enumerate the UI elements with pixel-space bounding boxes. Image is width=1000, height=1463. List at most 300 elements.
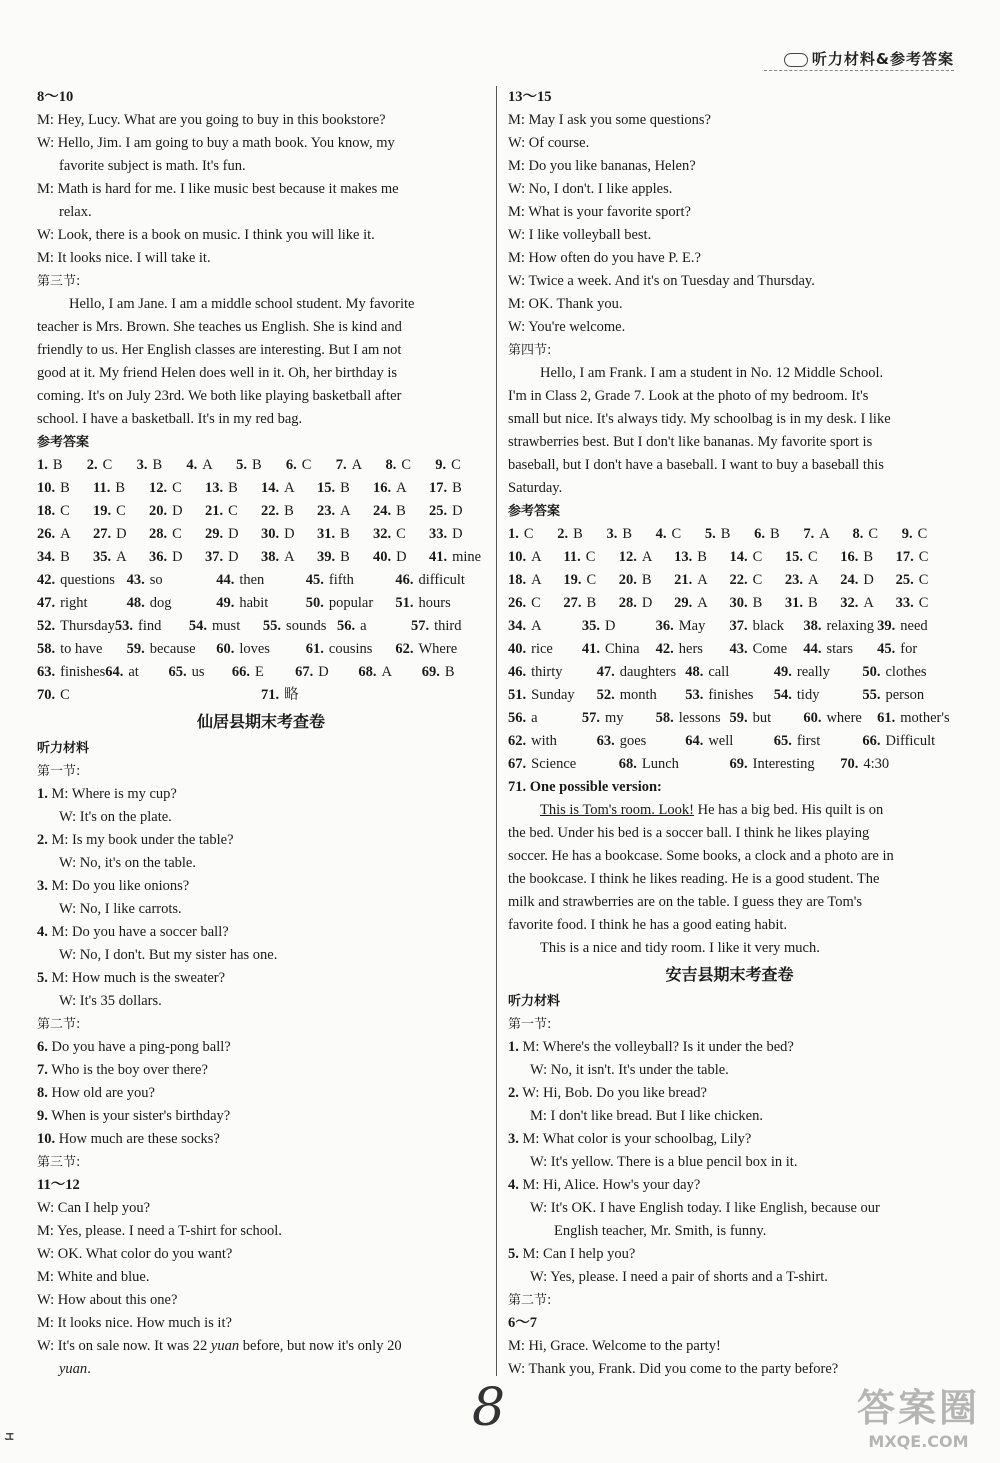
answer-item	[261, 500, 317, 523]
answer-value: B	[573, 526, 583, 542]
dialog-line: M: What is your favorite sport?	[508, 204, 691, 220]
answer-number: 12.	[149, 480, 168, 496]
answer-number: 4.	[186, 457, 198, 473]
answer-number: 51.	[508, 687, 527, 703]
answer-row	[508, 661, 951, 684]
answer-number: 47.	[37, 595, 56, 611]
answer-number: 66.	[231, 664, 250, 680]
answer-value: mother's	[900, 710, 950, 726]
answer-number: 41.	[581, 641, 600, 657]
passage-line: teacher is Mrs. Brown. She teaches us English. She is kind and	[37, 319, 402, 335]
answer-number: 55.	[862, 687, 881, 703]
answer-value: B	[641, 572, 652, 588]
answer-item	[508, 730, 597, 753]
answer-number: 64.	[685, 733, 704, 749]
answer-value: C	[917, 526, 928, 542]
question-text: W: Hi, Bob. Do you like bread?	[522, 1085, 707, 1101]
answer-item	[37, 500, 93, 523]
answer-item	[37, 638, 127, 661]
answer-value: person	[885, 687, 925, 703]
question-line	[508, 1082, 951, 1105]
answer-item	[205, 477, 261, 500]
passage-line: Hello, I am Frank. I am a student in No. 12 Middle School.	[540, 365, 884, 381]
answer-number: 7.	[335, 457, 347, 473]
answer-value: B	[769, 526, 780, 542]
essay-line: the bookcase. I think he likes reading. He is a good student. The	[508, 871, 880, 887]
answer-item	[37, 592, 127, 615]
question-text: How much are these socks?	[58, 1131, 220, 1147]
question-line	[508, 1036, 951, 1059]
answer-number: 44.	[803, 641, 822, 657]
dialog-line: W: Look, there is a book on music. I think you will like it.	[37, 227, 375, 243]
answer-number: 42.	[37, 572, 56, 588]
answer-value: B	[808, 595, 818, 611]
answer-number: 43.	[126, 572, 145, 588]
answer-number: 29.	[205, 526, 224, 542]
question-number: 6.	[37, 1039, 48, 1055]
answer-number: 6.	[754, 526, 765, 542]
answer-number: 69.	[421, 664, 440, 680]
answer-value: B	[284, 503, 294, 519]
answer-item	[205, 546, 261, 569]
currency-word: yuan	[59, 1361, 88, 1377]
answer-item	[730, 592, 785, 615]
answer-value: at	[128, 664, 139, 680]
answer-value: C	[172, 526, 182, 542]
answer-item	[840, 569, 895, 592]
answer-item	[619, 753, 730, 776]
answer-number: 32.	[840, 595, 859, 611]
answer-text: W: No, I don't. But my sister has one.	[59, 947, 278, 963]
answer-number: 2.	[557, 526, 569, 542]
answer-item	[508, 569, 563, 592]
question-line	[37, 1059, 485, 1082]
answer-value: tidy	[796, 687, 820, 703]
answer-item	[261, 477, 317, 500]
answer-item	[705, 523, 754, 546]
answer-number: 26.	[37, 526, 56, 542]
answer-value: B	[340, 526, 350, 542]
answer-item	[656, 707, 730, 730]
header-underline	[764, 70, 954, 71]
dialog-label: 6～7	[508, 1315, 537, 1331]
answer-item	[877, 638, 951, 661]
answer-number: 40.	[508, 641, 527, 657]
answer-value: because	[149, 641, 196, 657]
answer-value: A	[819, 526, 830, 542]
answer-item	[205, 523, 261, 546]
passage-line: small but nice. It's always tidy. My schoolbag is in my desk. I like	[508, 411, 891, 427]
answer-text: W: It's yellow. There is a blue pencil box in it.	[530, 1154, 798, 1170]
answer-value: B	[152, 457, 163, 473]
answer-value: Interesting	[752, 756, 815, 772]
answer-item	[336, 454, 386, 477]
answer-number: 61.	[877, 710, 896, 726]
answer-value: China	[604, 641, 640, 657]
dialog-line: W: Thank you, Frank. Did you come to the party before?	[508, 1361, 839, 1377]
answer-number: 52.	[37, 618, 56, 634]
answer-item	[286, 454, 336, 477]
answers-heading: 参考答案	[508, 504, 561, 519]
answer-value: B	[340, 549, 350, 565]
answer-item	[597, 684, 686, 707]
dialog-text: .	[87, 1361, 91, 1377]
dialog-line: W: How about this one?	[37, 1292, 178, 1308]
answer-item	[656, 615, 730, 638]
column-divider	[496, 86, 497, 1376]
answer-number: 59.	[729, 710, 748, 726]
section-label: 第一节:	[508, 1017, 552, 1032]
question-text: How old are you?	[51, 1085, 155, 1101]
answer-number: 5.	[236, 457, 247, 473]
answer-item	[306, 638, 396, 661]
answer-value: rice	[531, 641, 553, 657]
dialog-label: 11～12	[37, 1177, 80, 1193]
answer-item	[261, 546, 317, 569]
question-text: M: Do you have a soccer ball?	[51, 924, 229, 940]
answer-item	[127, 569, 217, 592]
answer-item	[877, 707, 951, 730]
answer-number: 51.	[395, 595, 414, 611]
answer-item	[508, 638, 582, 661]
answer-item	[435, 454, 485, 477]
answer-number: 21.	[674, 572, 693, 588]
answer-item	[674, 546, 729, 569]
answer-item	[37, 684, 261, 707]
answer-item	[37, 477, 93, 500]
answer-item	[37, 523, 93, 546]
answer-number: 46.	[395, 572, 414, 588]
answer-row	[37, 454, 485, 477]
answer-number: 28.	[618, 595, 637, 611]
answer-item	[429, 523, 485, 546]
answer-value: well	[708, 733, 734, 749]
question-line	[508, 1243, 951, 1266]
answer-number: 39.	[317, 549, 336, 565]
answer-number: 8.	[385, 457, 397, 473]
answer-number: 71.	[261, 687, 280, 703]
answer-value: C	[671, 526, 682, 542]
answer-value: A	[60, 526, 71, 542]
answer-item	[216, 638, 306, 661]
answer-number: 2.	[86, 457, 98, 473]
answer-value: third	[434, 618, 462, 634]
answer-value: B	[252, 457, 262, 473]
answer-row	[508, 638, 951, 661]
answer-item	[373, 523, 429, 546]
answer-row	[37, 546, 485, 569]
answer-value: B	[697, 549, 707, 565]
exam-title: 仙居县期末考查卷	[196, 712, 325, 731]
answer-item	[261, 523, 317, 546]
answer-number: 1.	[508, 526, 519, 542]
answer-value: stars	[826, 641, 854, 657]
answer-value: A	[531, 549, 542, 565]
answer-value: C	[172, 480, 182, 496]
dialog-line: M: White and blue.	[37, 1269, 150, 1285]
answer-value: difficult	[418, 572, 465, 588]
dialog-line: M: Math is hard for me. I like music best because it makes me	[37, 181, 399, 197]
answer-value: B	[396, 503, 406, 519]
answer-number: 26.	[508, 595, 527, 611]
answer-number: 1.	[37, 457, 48, 473]
question-number: 2.	[37, 832, 48, 848]
answer-text: W: No, it's on the table.	[59, 855, 196, 871]
answer-number: 13.	[205, 480, 224, 496]
answer-item	[877, 615, 951, 638]
answer-item	[395, 638, 485, 661]
answer-number: 48.	[126, 595, 145, 611]
question-line	[37, 1036, 485, 1059]
answer-number: 60.	[803, 710, 822, 726]
section-label: 第一节:	[37, 764, 81, 779]
answer-value: D	[228, 526, 239, 542]
answer-number: 49.	[773, 664, 792, 680]
answer-item	[729, 615, 803, 638]
answer-value: so	[149, 572, 163, 588]
answer-item	[508, 615, 582, 638]
question-number: 7.	[37, 1062, 48, 1078]
answer-value: D	[172, 549, 183, 565]
answer-value: D	[452, 526, 463, 542]
dialog-label: 8～10	[37, 89, 74, 105]
dialog-label: 13～15	[508, 89, 552, 105]
answer-row	[37, 592, 485, 615]
answer-item	[840, 592, 895, 615]
answer-number: 53.	[685, 687, 704, 703]
dialog-line: M: It looks nice. How much is it?	[37, 1315, 232, 1331]
answer-value: for	[900, 641, 918, 657]
passage-line: Hello, I am Jane. I am a middle school student. My favorite	[69, 296, 415, 312]
answer-number: 36.	[655, 618, 674, 634]
essay-line: favorite food. I think he has a good eating habit.	[508, 917, 788, 933]
answer-number: 63.	[596, 733, 615, 749]
answer-value: C	[523, 526, 534, 542]
essay-text: This is Tom's room. Look!	[540, 802, 694, 818]
answer-number: 24.	[373, 503, 392, 519]
answer-value: Come	[752, 641, 788, 657]
answer-value: D	[641, 595, 653, 611]
answer-number: 41.	[429, 549, 448, 565]
answer-text: W: It's on the plate.	[59, 809, 172, 825]
answer-text: W: It's 35 dollars.	[59, 993, 162, 1009]
answer-item	[803, 707, 877, 730]
dialog-line: M: Hey, Lucy. What are you going to buy in this bookstore?	[37, 112, 386, 128]
answer-item	[902, 523, 951, 546]
question-line	[37, 783, 485, 806]
question-number: 9.	[37, 1108, 48, 1124]
answer-text: W: Yes, please. I need a pair of shorts and a T-shirt.	[530, 1269, 828, 1285]
question-line	[37, 921, 485, 944]
answer-number: 28.	[149, 526, 168, 542]
answer-number: 38.	[261, 549, 280, 565]
answer-number: 66.	[862, 733, 881, 749]
answer-number: 35.	[581, 618, 600, 634]
answer-item	[385, 454, 435, 477]
question-text: M: Where's the volleyball? Is it under the bed?	[522, 1039, 794, 1055]
answer-number: 16.	[373, 480, 392, 496]
passage-line: baseball, but I don't have a baseball. I want to buy a baseball this	[508, 457, 884, 473]
answer-value: 略	[284, 687, 299, 703]
answer-value: loves	[239, 641, 270, 657]
answer-item	[189, 615, 263, 638]
answer-text: W: No, I like carrots.	[59, 901, 182, 917]
answer-value: C	[918, 549, 929, 565]
answer-number: 11.	[93, 480, 111, 496]
answer-value: C	[102, 457, 113, 473]
answer-item	[582, 638, 656, 661]
dialog-line: M: Hi, Grace. Welcome to the party!	[508, 1338, 721, 1354]
answer-value: relaxing	[826, 618, 874, 634]
answer-value: with	[531, 733, 557, 749]
answer-value: lessons	[678, 710, 721, 726]
answer-number: 23.	[784, 572, 803, 588]
answer-item	[317, 500, 373, 523]
answer-item	[216, 569, 306, 592]
dialog-line: W: You're welcome.	[508, 319, 626, 335]
section-label: 第二节:	[37, 1017, 81, 1032]
dialog-line: M: May I ask you some questions?	[508, 112, 711, 128]
question-text: When is your sister's birthday?	[51, 1108, 231, 1124]
answer-number: 70.	[840, 756, 859, 772]
answer-item	[785, 592, 840, 615]
dialog-line: W: Can I help you?	[37, 1200, 151, 1216]
answer-number: 62.	[508, 733, 527, 749]
answer-number: 3.	[606, 526, 618, 542]
answer-number: 49.	[216, 595, 235, 611]
answer-value: C	[752, 572, 763, 588]
answer-value: A	[808, 572, 819, 588]
answer-value: black	[752, 618, 785, 634]
answer-row	[37, 638, 485, 661]
answer-item	[37, 615, 115, 638]
answer-row	[37, 523, 485, 546]
answer-value: A	[697, 572, 708, 588]
answer-value: C	[586, 572, 597, 588]
answer-item	[619, 592, 674, 615]
handwritten-page-number: 8	[472, 1378, 506, 1438]
answer-value: B	[863, 549, 874, 565]
answer-value: D	[172, 503, 183, 519]
answer-number: 31.	[784, 595, 803, 611]
answer-number: 37.	[205, 549, 224, 565]
question-number: 8.	[37, 1085, 48, 1101]
answer-number: 50.	[862, 664, 881, 680]
answer-item	[840, 753, 951, 776]
answer-value: hours	[418, 595, 451, 611]
answer-value: A	[351, 457, 363, 473]
answer-item	[803, 638, 877, 661]
answer-item	[862, 730, 951, 753]
exam-title: 安吉县期末考查卷	[665, 965, 794, 984]
answer-value: D	[863, 572, 874, 588]
answer-value: need	[900, 618, 928, 634]
answer-value: May	[678, 618, 706, 634]
answer-value: C	[752, 549, 763, 565]
answer-value: C	[531, 595, 541, 611]
answer-value: really	[796, 664, 830, 680]
answer-number: 56.	[508, 710, 527, 726]
answer-value: A	[381, 664, 393, 680]
passage-line: I'm in Class 2, Grade 7. Look at the photo of my bedroom. It's	[508, 388, 869, 404]
answer-number: 34.	[37, 549, 56, 565]
answer-number: 38.	[803, 618, 822, 634]
answer-item	[656, 638, 730, 661]
answer-text: M: I don't like bread. But I like chicken.	[530, 1108, 763, 1124]
answer-value: C	[301, 457, 312, 473]
answer-item	[395, 592, 485, 615]
question-line	[37, 1128, 485, 1151]
answer-number: 18.	[508, 572, 527, 588]
question-text: M: How much is the sweater?	[51, 970, 226, 986]
dialog-line: M: OK. Thank you.	[508, 296, 623, 312]
answer-value: month	[619, 687, 657, 703]
header-title: 听力材料&参考答案	[811, 50, 954, 68]
answer-item	[730, 546, 785, 569]
answer-item	[785, 569, 840, 592]
answer-row	[37, 500, 485, 523]
question-line	[508, 1174, 951, 1197]
answer-value: fifth	[328, 572, 354, 588]
answer-value: find	[138, 618, 162, 634]
answer-value: first	[796, 733, 821, 749]
question-number: 1.	[508, 1039, 519, 1055]
answer-value: B	[52, 457, 63, 473]
answer-value: D	[228, 549, 239, 565]
answer-value: C	[451, 457, 461, 473]
answer-item	[597, 661, 686, 684]
listening-heading: 听力材料	[508, 994, 561, 1009]
answer-value: C	[585, 549, 596, 565]
answer-number: 19.	[93, 503, 112, 519]
answer-item	[37, 454, 87, 477]
answer-number: 10.	[37, 480, 56, 496]
answer-value: Science	[531, 756, 577, 772]
answer-item	[730, 569, 785, 592]
answer-number: 17.	[895, 549, 914, 565]
answer-number: 9.	[901, 526, 913, 542]
answer-item	[896, 592, 951, 615]
passage-line: good at it. My friend Helen does well in it. Oh, her birthday is	[37, 365, 398, 381]
dialog-line: M: Yes, please. I need a T-shirt for school.	[37, 1223, 282, 1239]
dialog-line: relax.	[59, 204, 92, 220]
answer-item	[317, 477, 373, 500]
answer-row	[37, 569, 485, 592]
answer-item	[149, 546, 205, 569]
answer-number: 56.	[336, 618, 356, 634]
answer-number: 48.	[685, 664, 704, 680]
answer-value: where	[826, 710, 862, 726]
answer-number: 63.	[37, 664, 56, 680]
answer-number: 58.	[655, 710, 674, 726]
passage-line: school. I have a basketball. It's in my red bag.	[37, 411, 303, 427]
answer-item	[395, 569, 485, 592]
answer-number: 65.	[773, 733, 792, 749]
passage-line: coming. It's on July 23rd. We both like playing basketball after	[37, 388, 402, 404]
answer-number: 55.	[262, 618, 282, 634]
answer-item	[619, 546, 674, 569]
answer-value: cousins	[328, 641, 373, 657]
passage-line: strawberries best. But I don't like bananas. My favorite sport is	[508, 434, 873, 450]
answer-item	[563, 546, 618, 569]
answer-number: 67.	[508, 756, 527, 772]
answer-item	[373, 546, 429, 569]
listening-heading: 听力材料	[37, 741, 90, 756]
answer-item	[685, 684, 774, 707]
answer-value: D	[396, 549, 407, 565]
answer-number: 68.	[358, 664, 377, 680]
answer-number: 40.	[373, 549, 392, 565]
